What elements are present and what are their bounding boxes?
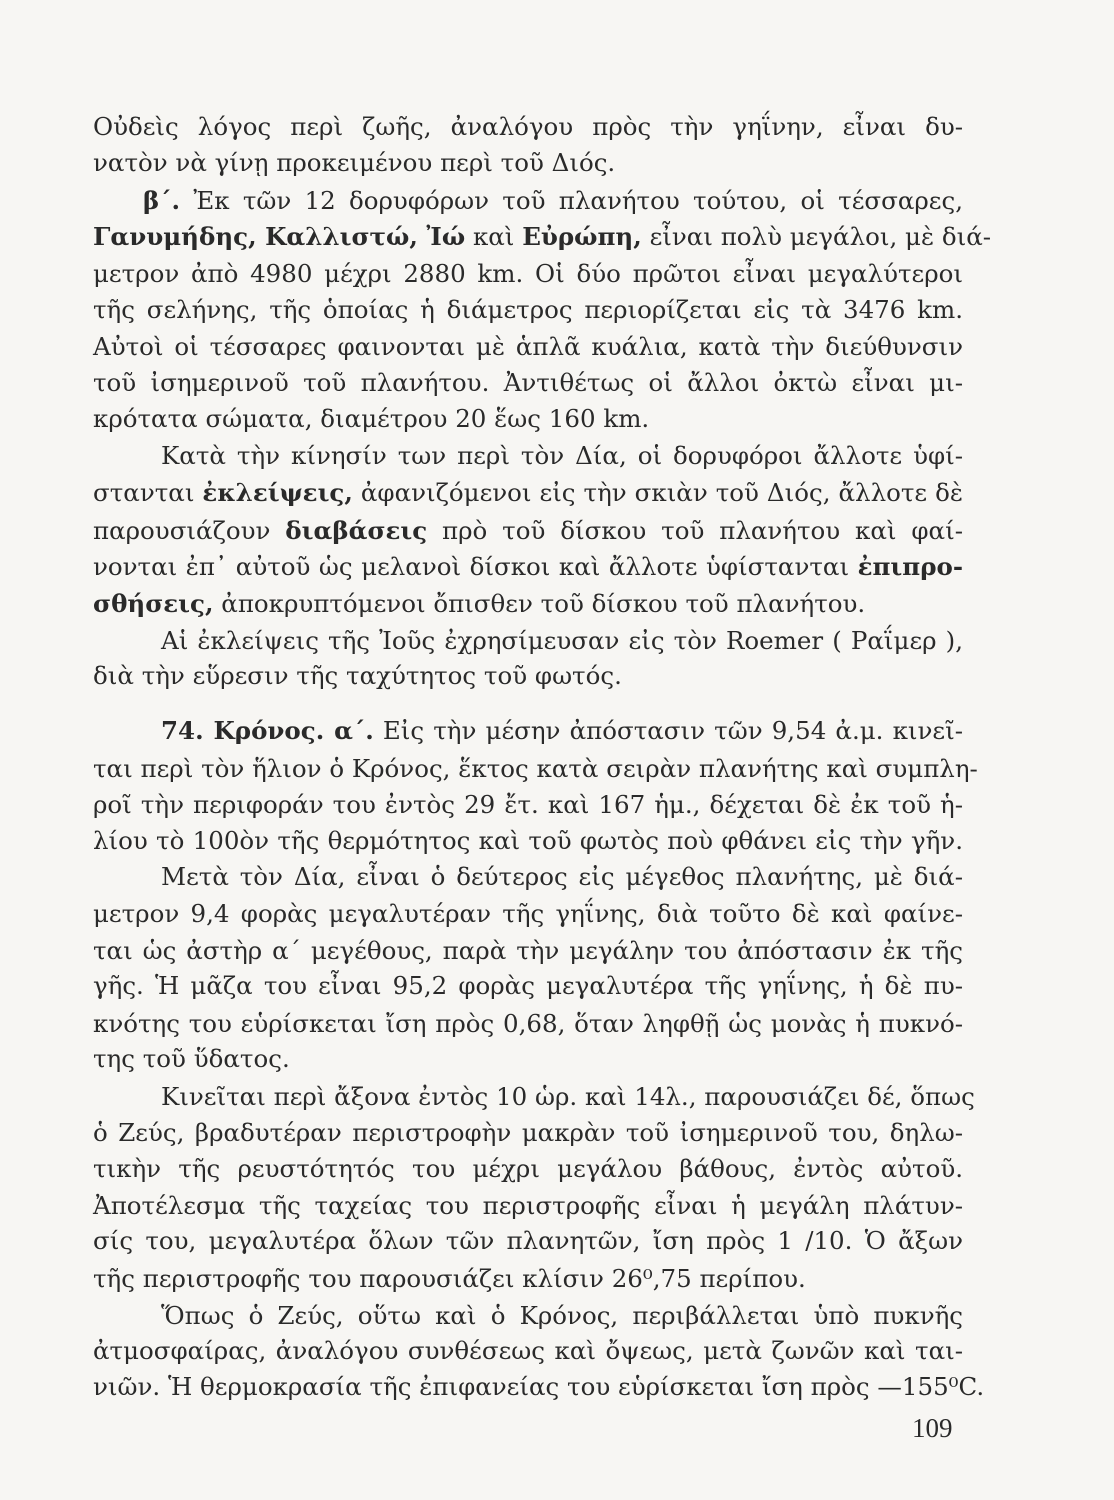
text-run: ται ὡς ἀστὴρ α΄ μεγέθους, παρὰ τὴν μεγάλην του ἀπόστασιν ἐκ τῆς (93, 936, 963, 965)
text-run: τοῦ ἰσημερινοῦ τοῦ πλανήτου. Ἀντιθέτως οἱ ἄλλοι ὀκτὼ εἶναι μι- (93, 368, 963, 397)
text-run: σίς του, μεγαλυτέρα ὅλων τῶν πλανητῶν, ἴση πρὸς 1 /10. Ὁ ἄξων (93, 1226, 963, 1255)
text-line (93, 291, 963, 329)
text-run: ροῖ τὴν περιφοράν του ἐντὸς 29 ἔτ. καὶ 167 ἡμ., δέχεται δὲ ἐκ τοῦ ἡ- (93, 790, 963, 819)
text-line (143, 182, 963, 220)
text-line (93, 1222, 963, 1260)
bold-text: διαβάσεις (285, 516, 428, 545)
text-line (93, 1332, 963, 1370)
text-line (93, 474, 963, 512)
text-line (93, 967, 963, 1005)
text-run: καὶ (465, 222, 523, 251)
text-line (93, 1260, 833, 1298)
text-line (93, 585, 907, 623)
text-line (93, 218, 992, 256)
text-line (93, 1150, 963, 1188)
text-run: Εἰς τὴν μέσην ἀπόστασιν τῶν 9,54 ἀ.μ. κινεῖ- (373, 716, 963, 745)
text-run: Οὐδεὶς λόγος περὶ ζωῆς, ἀναλόγου πρὸς τὴν γηΐνην, εἶναι δυ- (93, 112, 963, 141)
text-run: Αἱ ἐκλείψεις τῆς Ἰοῦς ἐχρησίμευσαν εἰς τὸν Roemer ( Ραΐμερ ), (161, 626, 963, 655)
text-line (93, 548, 963, 586)
text-run: κνότης του εὑρίσκεται ἴση πρὸς 0,68, ὅταν ληφθῇ ὡς μονὰς ἡ πυκνό- (93, 1009, 963, 1038)
text-line (93, 400, 661, 438)
text-line (93, 750, 978, 788)
page-number: 109 (912, 1413, 953, 1443)
text-line (161, 622, 963, 660)
text-run: ται περὶ τὸν ἥλιον ὁ Κρόνος, ἕκτος κατὰ σειρὰν πλανήτης καὶ συμπλη- (93, 754, 978, 783)
text-line (93, 255, 963, 293)
text-line (93, 822, 963, 860)
text-line (93, 895, 963, 933)
bold-text: σθήσεις, (93, 589, 214, 618)
bold-text: ἐπιπρο- (857, 552, 963, 581)
text-run: Ὅπως ὁ Ζεύς, οὕτω καὶ ὁ Κρόνος, περιβάλλεται ὑπὸ πυκνῆς (161, 1301, 963, 1330)
text-run: ὁ Ζεύς, βραδυτέραν περιστροφὴν μακρὰν τοῦ ἰσημερινοῦ του, δηλω- (93, 1118, 963, 1147)
text-line (93, 786, 963, 824)
bold-text: ἐκλείψεις, (202, 478, 353, 507)
bold-text: Εὐρώπη, (522, 222, 642, 251)
text-run: Ἀποτέλεσμα τῆς ταχείας του περιστροφῆς εἶναι ἡ μεγάλη πλάτυν- (93, 1191, 963, 1220)
text-run: κρότατα σώματα, διαμέτρου 20 ἕως 160 km. (93, 404, 650, 433)
text-line (93, 364, 963, 402)
text-run: παρουσιάζουν (93, 516, 286, 545)
bold-text: 74. Κρόνος. α΄. (161, 716, 374, 745)
text-line (93, 328, 963, 366)
text-line (93, 512, 963, 550)
text-run: τῆς σελήνης, τῆς ὁποίας ἡ διάμετρος περιορίζεται εἰς τὰ 3476 km. (93, 295, 963, 324)
text-run: ἀτμοσφαίρας, ἀναλόγου συνθέσεως καὶ ὄψεως, μετὰ ζωνῶν καὶ ται- (93, 1336, 963, 1365)
text-line (93, 932, 963, 970)
text-run: λίου τὸ 100ὸν τῆς θερμότητος καὶ τοῦ φωτὸς ποὺ φθάνει εἰς τὴν γῆν. (93, 826, 963, 855)
text-line (93, 1187, 963, 1225)
bold-text: Γανυμήδης, Καλλιστώ, Ἰώ (93, 222, 466, 251)
text-line (161, 1297, 963, 1335)
text-line (93, 1368, 985, 1406)
text-run: νιῶν. Ἡ θερμοκρασία τῆς ἐπιφανείας του εὑρίσκεται ἴση πρὸς —155⁰C. (93, 1372, 985, 1401)
text-line (93, 1114, 963, 1152)
text-run: ἀποκρυπτόμενοι ὄπισθεν τοῦ δίσκου τοῦ πλανήτου. (213, 589, 866, 618)
text-run: μετρον ἀπὸ 4980 μέχρι 2880 km. Οἱ δύο πρῶτοι εἶναι μεγαλύτεροι (93, 259, 963, 288)
text-run: τικὴν τῆς ρευστότητός του μέχρι μεγάλου βάθους, ἐντὸς αὐτοῦ. (93, 1154, 963, 1183)
text-run: εἶναι πολὺ μεγάλοι, μὲ διά- (641, 222, 992, 251)
text-line (93, 108, 963, 146)
text-line (161, 1078, 975, 1116)
text-line (93, 144, 621, 182)
text-line (93, 1005, 963, 1043)
text-run: Ἐκ τῶν 12 δορυφόρων τοῦ πλανήτου τούτου, οἱ τέσσαρες, (180, 186, 963, 215)
text-line (93, 657, 641, 695)
text-run: της τοῦ ὕδατος. (93, 1044, 290, 1073)
text-line (93, 1040, 333, 1078)
text-run: γῆς. Ἡ μᾶζα του εἶναι 95,2 φορὰς μεγαλυτέρα τῆς γηΐνης, ἡ δὲ πυ- (93, 971, 963, 1000)
bold-text: β΄. (143, 186, 181, 215)
text-run: διὰ τὴν εὕρεσιν τῆς ταχύτητος τοῦ φωτός. (93, 661, 622, 690)
text-run: πρὸ τοῦ δίσκου τοῦ πλανήτου καὶ φαί- (427, 516, 963, 545)
text-run: στανται (93, 478, 203, 507)
text-run: Κατὰ τὴν κίνησίν των περὶ τὸν Δία, οἱ δορυφόροι ἄλλοτε ὑφί- (161, 441, 963, 470)
text-run: νατὸν νὰ γίνῃ προκειμένου περὶ τοῦ Διός. (93, 148, 616, 177)
text-run: Αὐτοὶ οἱ τέσσαρες φαινονται μὲ ἁπλᾶ κυάλια, κατὰ τὴν διεύθυνσιν (93, 332, 963, 361)
text-run: τῆς περιστροφῆς του παρουσιάζει κλίσιν 26⁰,75 περίπου. (93, 1264, 806, 1293)
text-run: Μετὰ τὸν Δία, εἶναι ὁ δεύτερος εἰς μέγεθος πλανήτης, μὲ διά- (161, 862, 963, 891)
text-line (161, 712, 963, 750)
text-run: Κινεῖται περὶ ἄξονα ἐντὸς 10 ὡρ. καὶ 14λ., παρουσιάζει δέ, ὅπως (161, 1082, 975, 1111)
text-run: μετρον 9,4 φορὰς μεγαλυτέραν τῆς γηΐνης, διὰ τοῦτο δὲ καὶ φαίνε- (93, 899, 963, 928)
text-run: ἀφανιζόμενοι εἰς τὴν σκιὰν τοῦ Διός, ἄλλοτε δὲ (352, 478, 963, 507)
text-line (161, 858, 963, 896)
text-line (161, 437, 963, 475)
text-run: νονται ἐπ᾿ αὐτοῦ ὡς μελανοὶ δίσκοι καὶ ἄλλοτε ὑφίστανται (93, 552, 858, 581)
